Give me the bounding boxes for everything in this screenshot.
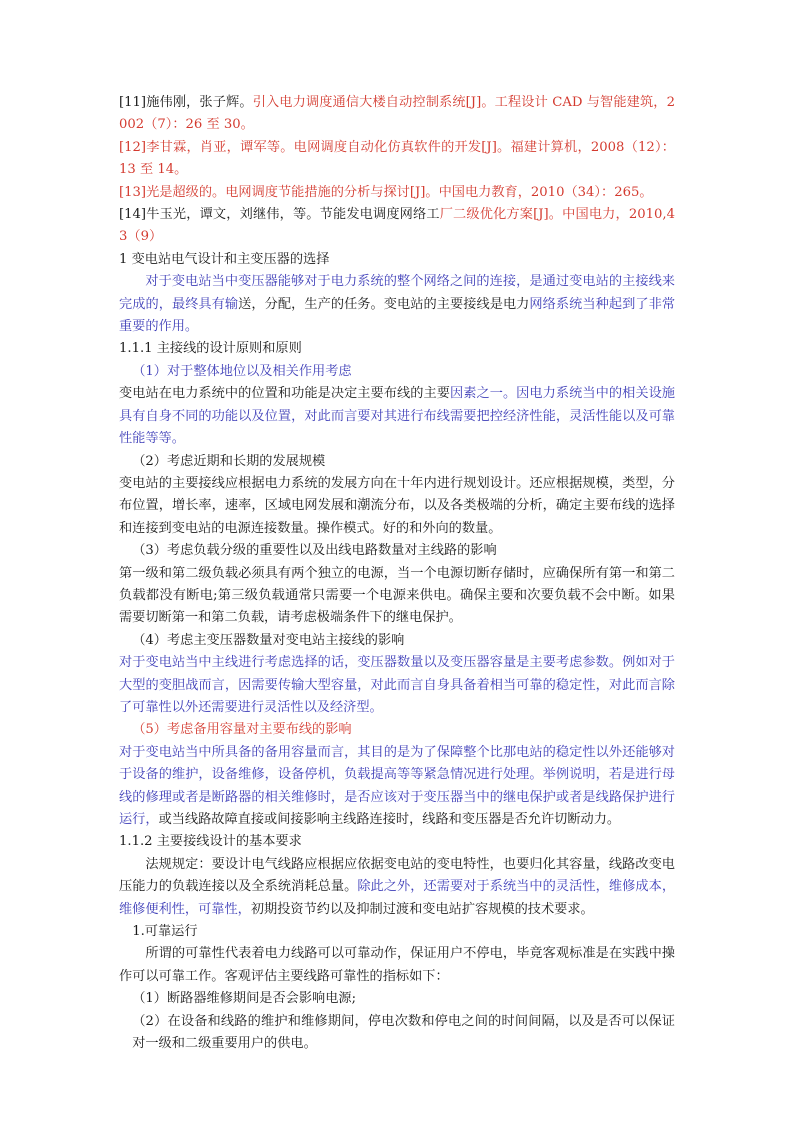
- text-segment: 1.1.1 主接线的设计原则和原则: [119, 341, 302, 357]
- text-segment: 对于变电站当中主线进行考虑选择的话，变压器数量以及变压器容量是主要考虑参数。例如对于大型的变胆战而言，因需要传输大型容量，对此而言自身具备着相当可靠的稳定性，对此而言除了可靠性以外还需要进行灵活性以及经济型。: [119, 655, 675, 715]
- reference-item: [119, 137, 675, 182]
- text-segment: [12]李甘霖，肖亚，谭军等。电网调度自动化仿真软件的开发[J]。福建计算机，2008（12）：13 至 14。: [119, 139, 675, 178]
- text-segment: [11]施伟刚，张子辉。: [119, 95, 253, 110]
- text-segment: 或当线路故障直接或间接影响主线路连接时，线路和变压器是否允许切断动力。: [158, 812, 621, 827]
- text-segment: 1 变电站电气设计和主变压器的选择: [119, 251, 330, 267]
- text-segment: 第一级和第二级负载必须具有两个独立的电源，当一个电源切断存储时，应确保所有第一和第二负载都没有断电;第三级负载通常只需要一个电源来供电。确保主要和次要负载不会中断。如果需要切断第一和第二负载，请考虑极端条件下的继电保护。: [119, 565, 675, 626]
- paragraph: [119, 383, 675, 450]
- text-segment: （1）对于整体地位以及相关作用考虑: [132, 363, 352, 379]
- text-segment: 引入电力调度通信大楼自动控制系统[J]。工程设计 CAD 与智能建筑，2002（7）：26 至 30。: [119, 95, 675, 133]
- list-item: [119, 921, 675, 943]
- text-segment: 厂二级优化方案[J]。中国电力，2010,43（9）: [119, 207, 675, 245]
- reference-item: [119, 182, 675, 204]
- list-item: [119, 451, 675, 473]
- paragraph: [119, 473, 675, 540]
- paragraph: [119, 271, 675, 338]
- list-item: [119, 988, 675, 1010]
- paragraph: [119, 563, 675, 630]
- reference-list: [119, 92, 675, 249]
- text-segment: 初期投资节约以及抑制过渡和变电站扩容规模的技术要求。: [250, 901, 594, 917]
- list-item: [119, 540, 675, 562]
- paragraph: [119, 742, 675, 832]
- list-item: [119, 361, 675, 383]
- text-segment: [14]牛玉光，谭文，刘继伟，等。节能发电调度网络工: [119, 207, 440, 223]
- text-segment: 变电站在电力系统中的位置和功能是决定主要布线的主要: [119, 386, 450, 402]
- text-segment: （2）考虑近期和长期的发展规模: [132, 453, 326, 469]
- list-item: [119, 630, 675, 652]
- text-segment: （3）考虑负载分级的重要性以及出线电路数量对主线路的影响: [132, 543, 497, 559]
- text-segment: （5）考虑备用容量对主要布线的影响: [132, 722, 352, 738]
- text-segment: 1.可靠运行: [132, 924, 198, 940]
- text-segment: 法规规定：要设计电气线路应根据应依据变电站的变电特性，也要归化其容量，线路改变电压能力的负载连接以及全系统消耗总量。: [119, 856, 675, 895]
- text-segment: 除此之外，还需要对于系统当中的灵活性，维修成本，维修便利性，可靠性，: [119, 879, 676, 917]
- paragraph: [119, 249, 675, 271]
- list-item: [119, 719, 675, 741]
- text-segment: （4）考虑主变压器数量对变电站主接线的影响: [132, 632, 405, 648]
- paragraph: [119, 943, 675, 988]
- paragraph: [119, 854, 675, 921]
- paragraph: [119, 831, 675, 853]
- text-segment: （1）断路器维修期间是否会影响电源;: [132, 991, 357, 1007]
- reference-item: [119, 204, 675, 249]
- document-body: [119, 249, 675, 1056]
- text-segment: 因素之一。因电力系统当中的相关设施具有自身不同的功能以及位置，对此而言要对其进行布线需要把控经济性能，灵活性能以及可靠性能等等。: [119, 386, 675, 447]
- text-segment: 对于变电站当中所具备的备用容量而言，其目的是为了保障整个比那电站的稳定性以外还能够对于设备的维护，设备维修，设备停机，负载提高等等紧急情况进行处理。举例说明，若是进行母线的修理或者是断路器的相关维修时，是否应该对于变压器当中的继电保护或者是线路保护进行运行，: [119, 744, 675, 827]
- text-segment: 对于变电站当中变压器能够对于电力系统的整个网络之间的连接，是通过变电站的主接线来完成的，最终具有输: [119, 274, 675, 312]
- text-segment: 1.1.2 主要接线设计的基本要求: [119, 834, 302, 850]
- text-segment: 变电站的主要接线应根据电力系统的发展方向在十年内进行规划设计。还应根据规模，类型，分布位置，增长率，速率，区域电网发展和潮流分布，以及各类极端的分析，确定主要布线的选择和连接到变电站的电源连接数量。操作模式。好的和外向的数量。: [119, 475, 675, 536]
- reference-item: [119, 92, 675, 137]
- text-segment: 送，分配，生产的任务。变电站的主要接线是电力: [238, 296, 530, 312]
- text-segment: （2）在设备和线路的维护和维修期间，停电次数和停电之间的时间间隔，以及是否可以保证对一级和二级重要用户的供电。: [132, 1013, 675, 1052]
- paragraph: [119, 338, 675, 360]
- list-item: [119, 1011, 675, 1056]
- text-segment: [13]光是超级的。电网调度节能措施的分析与探讨[J]。中国电力教育，2010（34）：265。: [119, 184, 653, 200]
- text-segment: 网络系统当种起到了非常重要的作用。: [119, 296, 676, 335]
- document-page: [119, 92, 675, 1055]
- text-segment: 所谓的可靠性代表着电力线路可以可靠动作，保证用户不停电，毕竟客观标准是在实践中操作可以可靠工作。客观评估主要线路可靠性的指标如下：: [119, 946, 675, 984]
- paragraph: [119, 652, 675, 719]
